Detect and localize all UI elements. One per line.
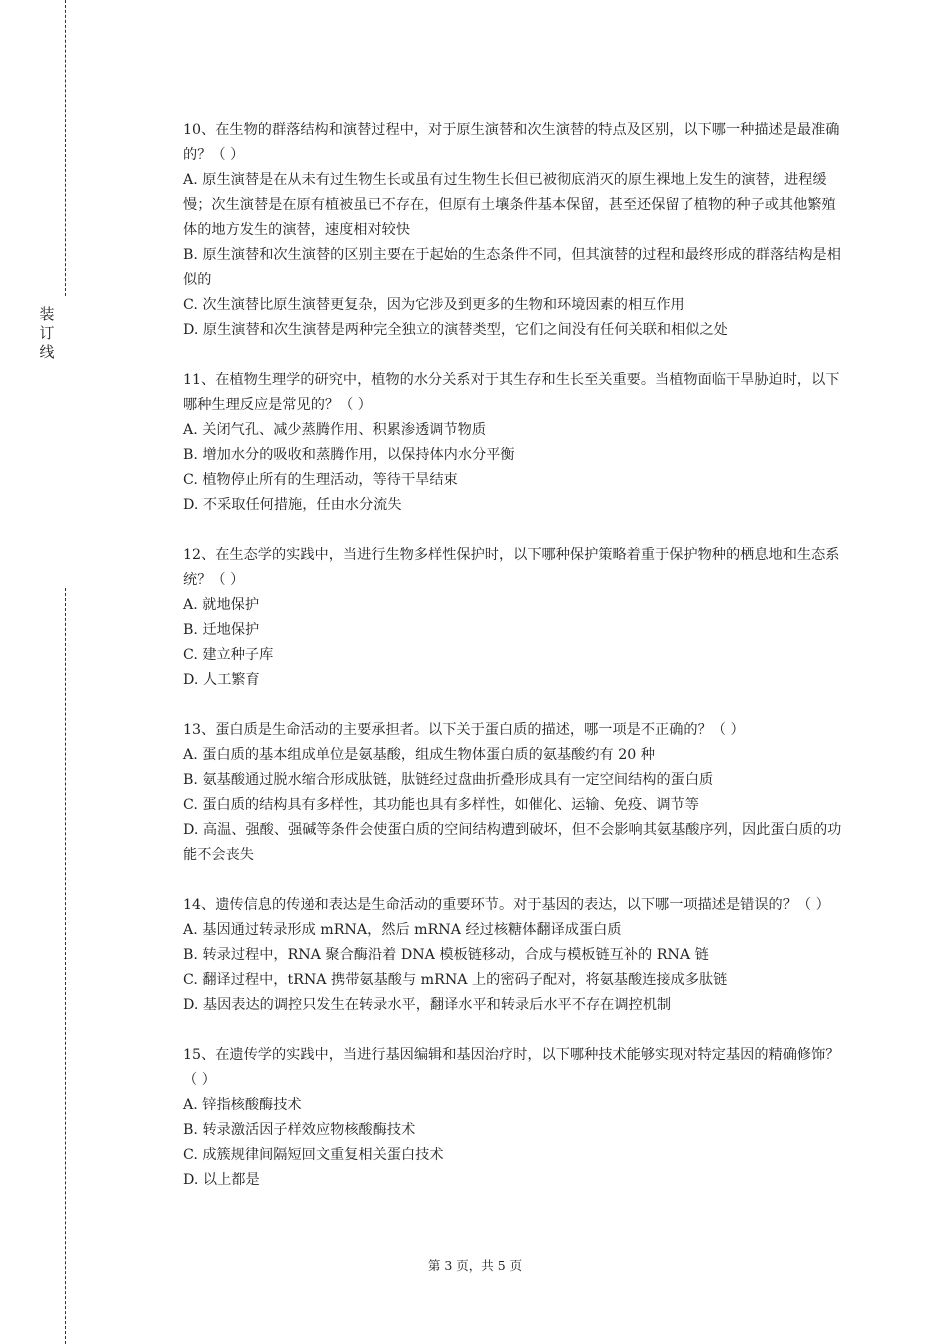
option-d: D. 高温、强酸、强碱等条件会使蛋白质的空间结构遭到破坏，但不会影响其氨基酸序列，因此蛋白质的功能不会丧失: [183, 822, 842, 863]
option-b: B. 原生演替和次生演替的区别主要在于起始的生态条件不同，但其演替的过程和最终形成的群落结构是相似的: [183, 247, 841, 288]
question-14: [183, 893, 843, 1018]
option-d: D. 原生演替和次生演替是两种完全独立的演替类型，它们之间没有任何关联和相似之处: [183, 322, 728, 338]
question-stem: 15、在遗传学的实践中，当进行基因编辑和基因治疗时，以下哪种技术能够实现对特定基因的精确修饰？（ ）: [183, 1047, 840, 1088]
option-c: C. 蛋白质的结构具有多样性，其功能也具有多样性，如催化、运输、免疫、调节等: [183, 797, 699, 813]
option-c: C. 翻译过程中，tRNA 携带氨基酸与 mRNA 上的密码子配对，将氨基酸连接成多肽链: [183, 972, 728, 988]
option-a: A. 锌指核酸酶技术: [183, 1097, 302, 1113]
option-b: B. 增加水分的吸收和蒸腾作用，以保持体内水分平衡: [183, 447, 515, 463]
option-d: D. 不采取任何措施，任由水分流失: [183, 497, 402, 513]
option-b: B. 迁地保护: [183, 622, 260, 638]
question-stem: 11、在植物生理学的研究中，植物的水分关系对于其生存和生长至关重要。当植物面临干旱胁迫时，以下哪种生理反应是常见的？（ ）: [183, 372, 840, 413]
question-11: [183, 368, 843, 518]
option-c: C. 植物停止所有的生理活动，等待干旱结束: [183, 472, 458, 488]
option-a: A. 关闭气孔、减少蒸腾作用、积累渗透调节物质: [183, 422, 487, 438]
question-stem: 10、在生物的群落结构和演替过程中，对于原生演替和次生演替的特点及区别，以下哪一种描述是最准确的？（ ）: [183, 122, 840, 163]
binding-char: 装: [39, 305, 55, 323]
option-a: A. 就地保护: [183, 597, 260, 613]
question-stem: 12、在生态学的实践中，当进行生物多样性保护时，以下哪种保护策略着重于保护物种的栖息地和生态系统？（ ）: [183, 547, 840, 588]
option-a: A. 原生演替是在从未有过生物生长或虽有过生物生长但已被彻底消灭的原生裸地上发生的演替，进程缓慢；次生演替是在原有植被虽已不存在，但原有土壤条件基本保留，甚至还保留了植物的种子或其他繁殖体的地方发生的演替，速度相对较快: [183, 172, 836, 238]
question-list: [183, 118, 843, 1218]
option-b: B. 转录过程中，RNA 聚合酶沿着 DNA 模板链移动，合成与模板链互补的 RNA 链: [183, 947, 709, 963]
question-12: [183, 543, 843, 693]
binding-char: 线: [39, 343, 55, 361]
option-a: A. 蛋白质的基本组成单位是氨基酸，组成生物体蛋白质的氨基酸约有 20 种: [183, 747, 655, 763]
question-13: [183, 718, 843, 868]
question-stem: 13、蛋白质是生命活动的主要承担者。以下关于蛋白质的描述，哪一项是不正确的？（ ）: [183, 722, 745, 738]
binding-line-bottom: [65, 588, 66, 1344]
question-10: [183, 118, 843, 343]
page-number: 第 3 页，共 5 页: [427, 1258, 523, 1273]
option-b: B. 转录激活因子样效应物核酸酶技术: [183, 1122, 416, 1138]
option-b: B. 氨基酸通过脱水缩合形成肽链，肽链经过盘曲折叠形成具有一定空间结构的蛋白质: [183, 772, 714, 788]
option-c: C. 次生演替比原生演替更复杂，因为它涉及到更多的生物和环境因素的相互作用: [183, 297, 685, 313]
binding-char: 订: [39, 324, 55, 342]
binding-line-top: [65, 0, 66, 296]
question-15: [183, 1043, 843, 1193]
option-c: C. 建立种子库: [183, 647, 274, 663]
option-d: D. 基因表达的调控只发生在转录水平，翻译水平和转录后水平不存在调控机制: [183, 997, 672, 1013]
option-d: D. 人工繁育: [183, 672, 260, 688]
question-stem: 14、遗传信息的传递和表达是生命活动的重要环节。对于基因的表达，以下哪一项描述是错误的？（ ）: [183, 897, 830, 913]
option-a: A. 基因通过转录形成 mRNA，然后 mRNA 经过核糖体翻译成蛋白质: [183, 922, 622, 938]
option-d: D. 以上都是: [183, 1172, 260, 1188]
option-c: C. 成簇规律间隔短回文重复相关蛋白技术: [183, 1147, 444, 1163]
binding-label: [36, 305, 58, 362]
